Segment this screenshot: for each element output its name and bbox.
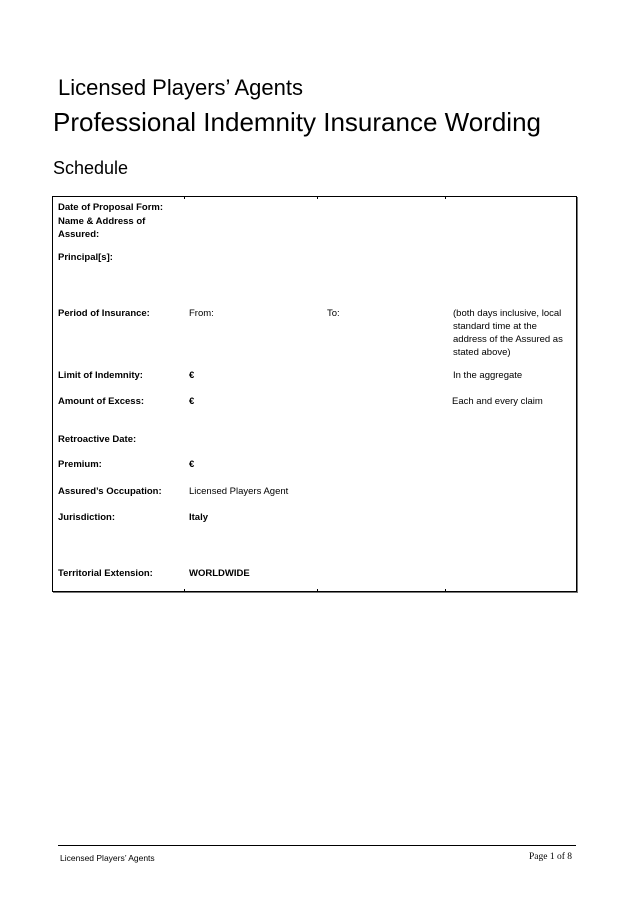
jurisdiction-value: Italy (189, 512, 209, 523)
excess-currency: € (189, 396, 195, 407)
date-of-proposal-label: Date of Proposal Form: (58, 202, 164, 213)
jurisdiction-label: Jurisdiction: (58, 512, 116, 523)
column-tick (317, 589, 318, 592)
period-note-line2: standard time at the (453, 321, 537, 332)
territorial-value: WORLDWIDE (189, 568, 250, 579)
name-address-label: Name & Address of (58, 216, 146, 227)
footer-title: Licensed Players’ Agents (60, 853, 155, 863)
period-from: From: (189, 308, 214, 319)
period-label: Period of Insurance: (58, 308, 150, 319)
period-note-line3: address of the Assured as (453, 334, 563, 345)
column-tick (445, 196, 446, 199)
column-tick (184, 196, 185, 199)
column-tick (184, 589, 185, 592)
principal-label: Principal[s]: (58, 252, 113, 263)
excess-note: Each and every claim (452, 396, 543, 407)
retroactive-label: Retroactive Date: (58, 434, 137, 445)
page-total: 8 (567, 852, 572, 862)
schedule-table (52, 196, 577, 592)
limit-note: In the aggregate (453, 370, 523, 381)
page-current: 1 (549, 852, 555, 862)
territorial-label: Territorial Extension: (58, 568, 153, 579)
page-number (529, 852, 572, 862)
period-note-line4: stated above) (453, 347, 511, 358)
column-tick (445, 589, 446, 592)
name-address-label-cont: Assured: (58, 229, 100, 240)
premium-label: Premium: (58, 459, 102, 470)
excess-label: Amount of Excess: (58, 396, 145, 407)
occupation-label: Assured’s Occupation: (58, 486, 162, 497)
limit-currency: € (189, 370, 195, 381)
document-title-line1: Licensed Players’ Agents (58, 75, 303, 100)
page-word: Page (528, 852, 548, 862)
document-title-line2: Professional Indemnity Insurance Wording (53, 107, 541, 137)
premium-currency: € (189, 459, 195, 470)
column-tick (317, 196, 318, 199)
of-word: of (556, 852, 565, 862)
period-note-line1: (both days inclusive, local (453, 308, 562, 319)
limit-label: Limit of Indemnity: (58, 370, 143, 381)
occupation-value: Licensed Players Agent (189, 486, 289, 497)
section-heading: Schedule (53, 158, 129, 178)
footer-divider (58, 845, 576, 846)
period-to: To: (327, 308, 340, 319)
